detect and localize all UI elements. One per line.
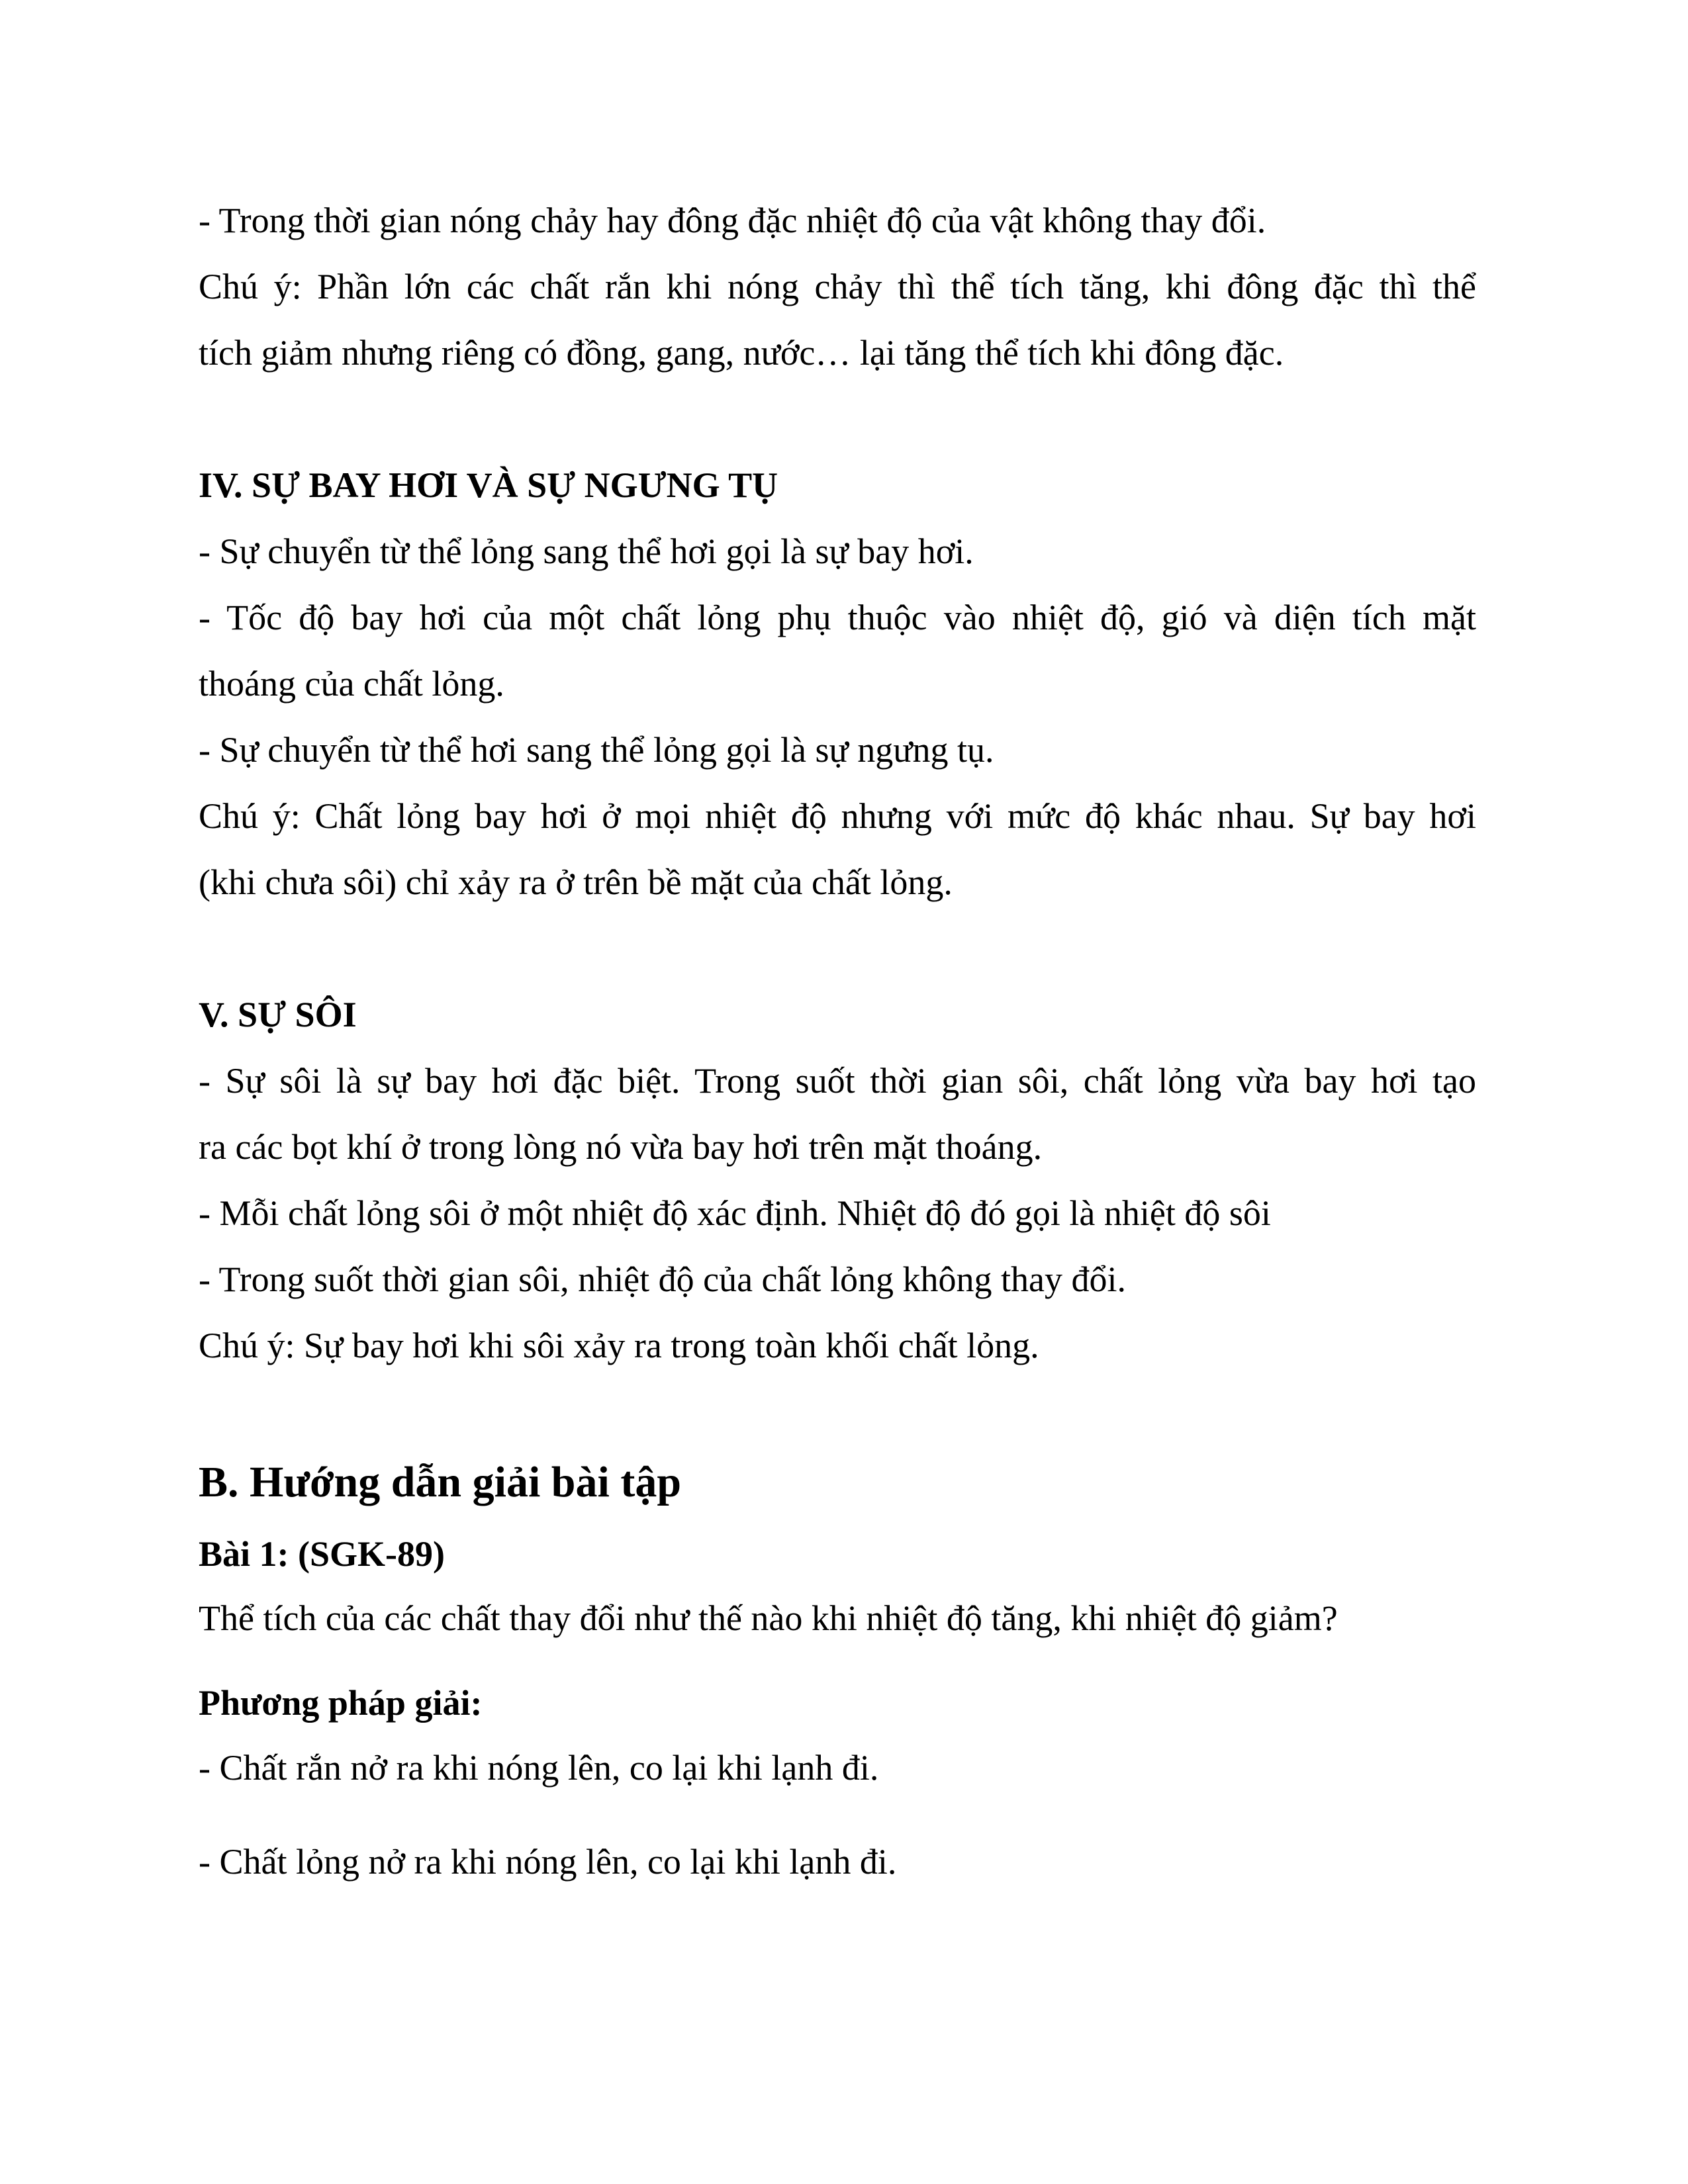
section-v-line-4: - Trong suốt thời gian sôi, nhiệt độ của chất lỏng không thay đổi. xyxy=(199,1259,1126,1299)
method-label: Phương pháp giải: xyxy=(199,1683,483,1723)
section-v-note: Chú ý: Sự bay hơi khi sôi xảy ra trong toàn khối chất lỏng. xyxy=(199,1326,1039,1365)
section-v-line-1: - Sự sôi là sự bay hơi đặc biệt. Trong suốt thời gian sôi, chất lỏng vừa bay hơi tạo xyxy=(199,1061,1476,1101)
section-iv-line-1: - Sự chuyển từ thể lỏng sang thể hơi gọi là sự bay hơi. xyxy=(199,531,974,571)
melting-note-line-1: Chú ý: Phần lớn các chất rắn khi nóng chảy thì thể tích tăng, khi đông đặc thì thể xyxy=(199,267,1476,306)
section-v-line-3: - Mỗi chất lỏng sôi ở một nhiệt độ xác định. Nhiệt độ đó gọi là nhiệt độ sôi xyxy=(199,1193,1271,1233)
section-iv-heading: IV. SỰ BAY HƠI VÀ SỰ NGƯNG TỤ xyxy=(199,465,778,505)
method-line-2: - Chất lỏng nở ra khi nóng lên, co lại khi lạnh đi. xyxy=(199,1842,897,1882)
section-v-line-2: ra các bọt khí ở trong lòng nó vừa bay hơi trên mặt thoáng. xyxy=(199,1127,1043,1167)
exercise-title: Bài 1: (SGK-89) xyxy=(199,1534,445,1574)
melting-line-1: - Trong thời gian nóng chảy hay đông đặc nhiệt độ của vật không thay đổi. xyxy=(199,201,1266,240)
section-b-heading: B. Hướng dẫn giải bài tập xyxy=(199,1458,682,1506)
section-iv-line-2: - Tốc độ bay hơi của một chất lỏng phụ thuộc vào nhiệt độ, gió và diện tích mặt xyxy=(199,598,1476,637)
section-iv-line-4: - Sự chuyển từ thể hơi sang thể lỏng gọi là sự ngưng tụ. xyxy=(199,730,994,770)
melting-note-line-2: tích giảm nhưng riêng có đồng, gang, nước… lại tăng thể tích khi đông đặc. xyxy=(199,333,1284,373)
section-v-heading: V. SỰ SÔI xyxy=(199,995,357,1034)
section-iv-line-3: thoáng của chất lỏng. xyxy=(199,664,504,704)
section-iv-note-line-2: (khi chưa sôi) chỉ xảy ra ở trên bề mặt của chất lỏng. xyxy=(199,862,953,902)
method-line-1: - Chất rắn nở ra khi nóng lên, co lại khi lạnh đi. xyxy=(199,1748,879,1788)
exercise-question: Thể tích của các chất thay đổi như thế nào khi nhiệt độ tăng, khi nhiệt độ giảm? xyxy=(199,1598,1338,1638)
section-iv-note-line-1: Chú ý: Chất lỏng bay hơi ở mọi nhiệt độ nhưng với mức độ khác nhau. Sự bay hơi xyxy=(199,796,1476,836)
